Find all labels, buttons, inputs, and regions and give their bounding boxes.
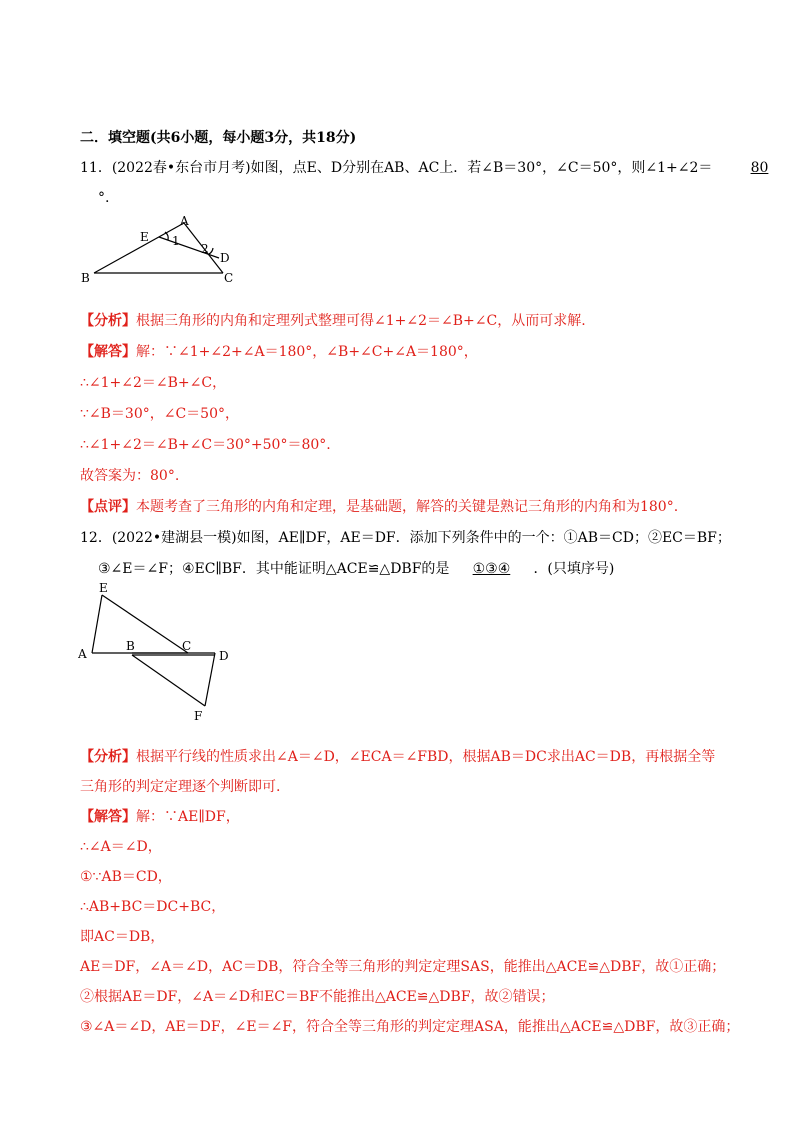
q11-solution-tag: 【解答】	[80, 344, 136, 360]
q11-analysis	[80, 311, 740, 331]
q11-comment	[80, 497, 740, 517]
section-title: 二．填空题(共6小题，每小题3分，共18分)	[80, 130, 357, 146]
q11-label-2: 2	[201, 242, 209, 256]
q12-analysis-text: 根据平行线的性质求出∠A＝∠D，∠ECA＝∠FBD，根据AB＝DC求出AC＝DB，再根据全等	[136, 749, 716, 765]
q11-label-a: A	[180, 215, 189, 228]
q12-solution-tag: 【解答】	[80, 809, 136, 825]
q12-analysis-tag: 【分析】	[80, 749, 136, 765]
q11-stem-line	[80, 158, 769, 178]
q11-solution-line: ∵∠B＝30°，∠C＝50°，	[80, 406, 239, 422]
q11-angle2-arc	[209, 248, 213, 254]
q12-label-b: B	[126, 639, 135, 653]
q12-segment-bf	[132, 655, 205, 706]
q11-solution-line: ∴∠1+∠2＝∠B+∠C＝30°+50°＝80°.	[80, 437, 331, 453]
q11-answer-blank: 80	[750, 160, 769, 176]
q11-analysis-tag: 【分析】	[80, 313, 136, 329]
q11-solution-line: 解：∵∠1+∠2+∠A＝180°，∠B+∠C+∠A＝180°，	[136, 344, 478, 360]
q12-stem-line1: 12．(2022•建湖县一模)如图，AE∥DF，AE＝DF．添加下列条件中的一个：①AB＝CD；②EC＝BF；	[80, 530, 731, 546]
q11-label-c: C	[224, 271, 234, 285]
q12-solution-line: ①∵AB＝CD，	[80, 869, 172, 885]
q11-comment-tag: 【点评】	[80, 499, 136, 515]
q12-solution-line: ③∠A＝∠D，AE＝DF，∠E＝∠F，符合全等三角形的判定定理ASA，能推出△ACE≌△DBF，故③正确；	[80, 1019, 740, 1035]
q12-answer-blank: ①③④	[472, 561, 511, 577]
q12-figure	[78, 580, 248, 725]
q12-segment-ec	[102, 595, 188, 653]
q11-label-b: B	[81, 271, 90, 285]
q12-stem-pre: ③∠E＝∠F；④EC∥BF．其中能证明△ACE≌△DBF的是	[98, 561, 450, 577]
q11-stem-end: °.	[98, 190, 110, 206]
q12-label-e: E	[99, 581, 108, 595]
q11-solution	[80, 342, 740, 362]
q12-label-c: C	[182, 639, 192, 653]
q11-analysis-text: 根据三角形的内角和定理列式整理可得∠1+∠2＝∠B+∠C，从而可求解.	[136, 313, 586, 329]
q12-analysis	[80, 747, 740, 767]
q11-solution-line: ∴∠1+∠2＝∠B+∠C，	[80, 375, 227, 391]
q12-solution-line: ②根据AE＝DF，∠A＝∠D和EC＝BF不能推出△ACE≌△DBF，故②错误；	[80, 989, 555, 1005]
q11-segment-ed	[159, 237, 219, 258]
q11-comment-text: 本题考查了三角形的内角和定理，是基础题，解答的关键是熟记三角形的内角和为180°.	[136, 499, 679, 515]
q12-solution-line: AE＝DF，∠A＝∠D，AC＝DB，符合全等三角形的判定定理SAS，能推出△ACE≌△DBF，故①正确；	[80, 959, 726, 975]
q12-stem-post: ．(只填序号)	[533, 561, 615, 577]
q12-stem-line2	[98, 559, 740, 579]
q11-solution-line: 故答案为：80°.	[80, 468, 180, 484]
q12-analysis-line2: 三角形的判定定理逐个判断即可.	[80, 779, 281, 795]
q12-solution-line: 即AC＝DB，	[80, 929, 165, 945]
q12-solution-line: ∴AB+BC＝DC+BC，	[80, 899, 226, 915]
q11-side-ba	[94, 223, 184, 273]
q12-solution	[80, 807, 740, 827]
q12-segment-df	[205, 653, 215, 706]
q12-segment-ea	[92, 595, 102, 653]
q12-label-d: D	[219, 649, 229, 663]
q11-triangle-figure	[80, 215, 250, 287]
q11-label-1: 1	[172, 234, 180, 248]
q12-label-f: F	[194, 709, 203, 723]
q12-label-a: A	[78, 647, 87, 661]
q12-solution-line: ∴∠A＝∠D，	[80, 839, 162, 855]
q11-label-d: D	[220, 251, 230, 265]
q11-label-e: E	[140, 230, 149, 244]
q12-solution-first: 解：∵AE∥DF，	[136, 809, 240, 825]
q11-stem: 11．(2022春•东台市月考)如图，点E、D分别在AB、AC上．若∠B＝30°，∠C＝50°，则∠1+∠2＝	[80, 160, 713, 176]
